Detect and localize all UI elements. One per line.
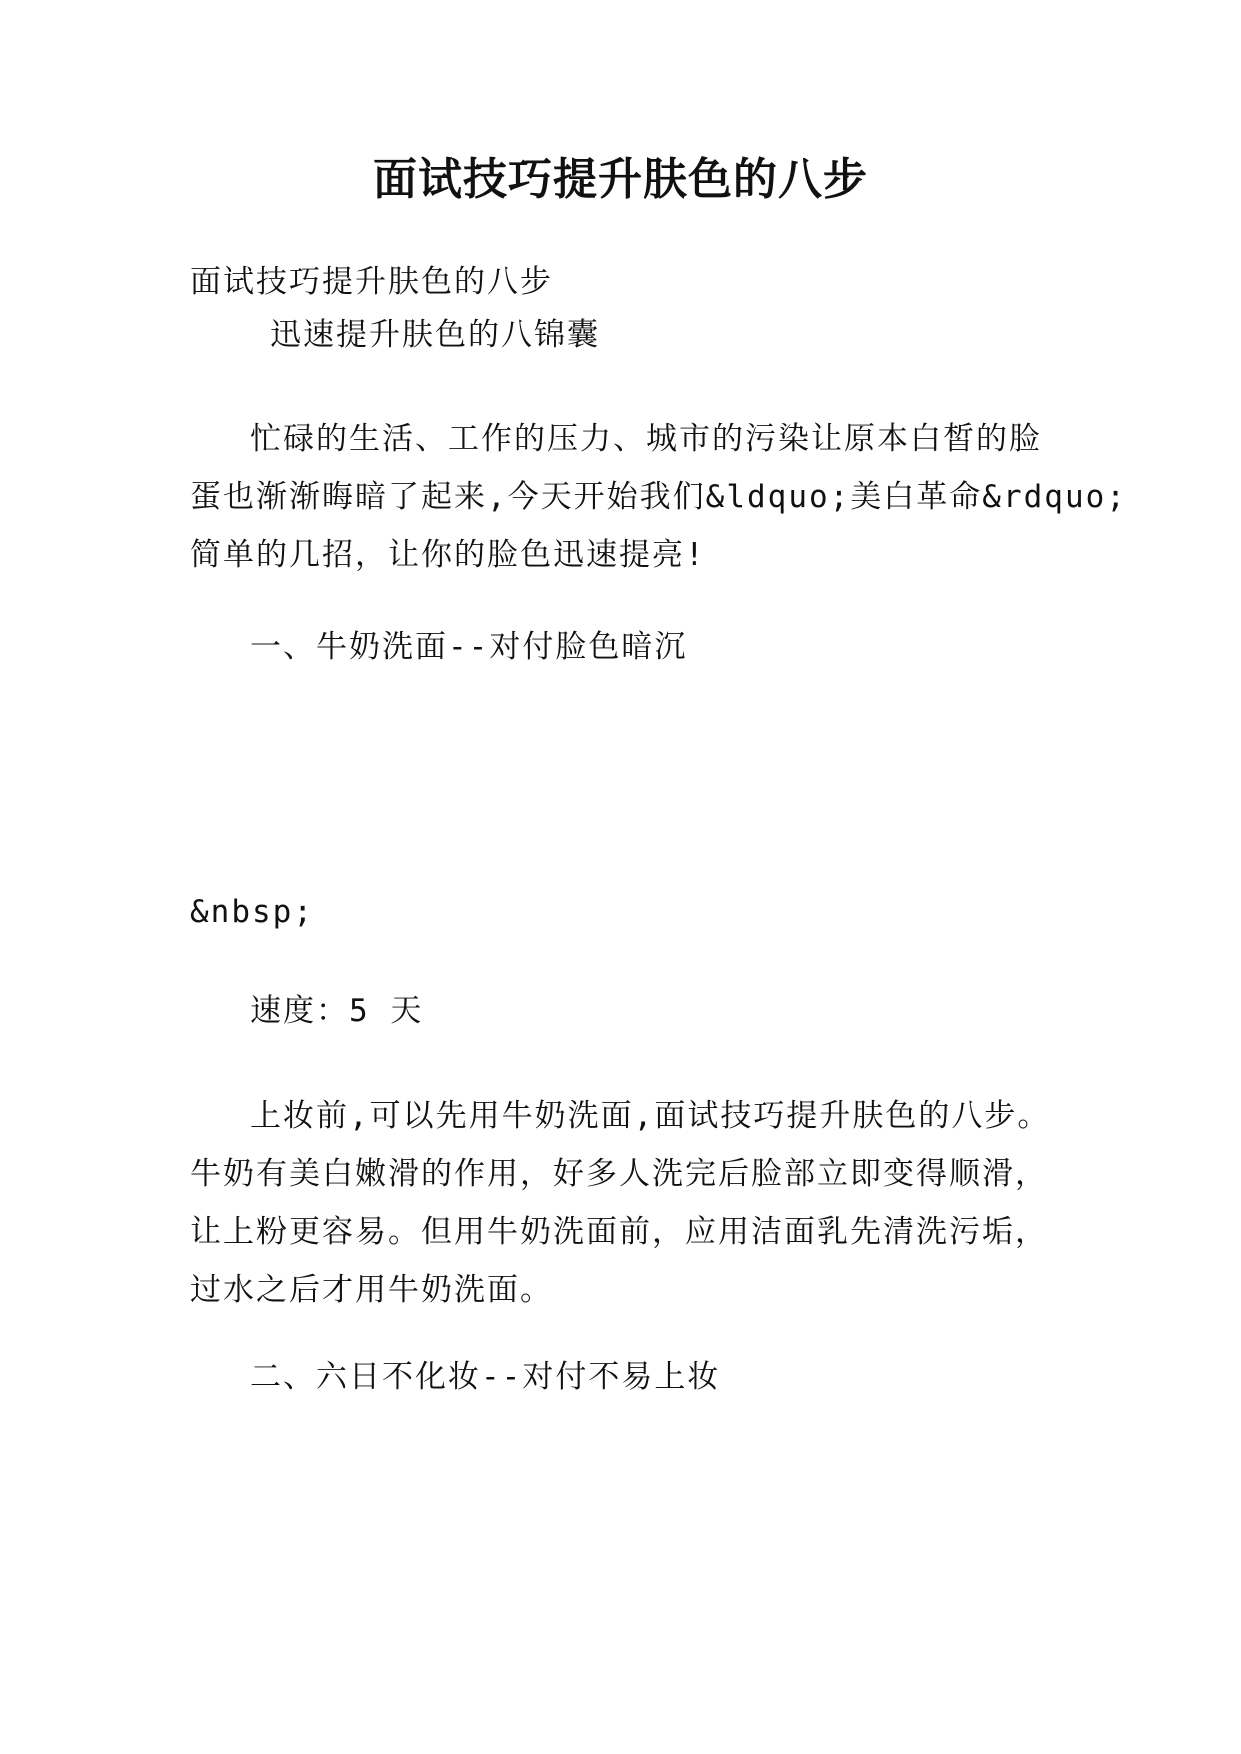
intro-paragraph bbox=[190, 410, 1127, 584]
tips-heading: 迅速提升肤色的八锦囊 bbox=[270, 317, 600, 353]
body-line: 让上粉更容易。但用牛奶洗面前，应用洁面乳先清洗污垢， bbox=[190, 1214, 1048, 1250]
section-1-body bbox=[190, 1087, 1070, 1319]
speed-text: 速度：5 天 bbox=[250, 993, 424, 1029]
body-line: 上妆前,可以先用牛奶洗面,面试技巧提升肤色的八步。 bbox=[250, 1098, 1051, 1134]
intro-line: 蛋也渐渐晦暗了起来,今天开始我们&ldquo;美白革命&rdquo; bbox=[190, 479, 1127, 515]
body-line: 牛奶有美白嫩滑的作用，好多人洗完后脸部立即变得顺滑， bbox=[190, 1156, 1048, 1192]
intro-line: 忙碌的生活、工作的压力、城市的污染让原本白皙的脸 bbox=[250, 421, 1042, 457]
subtitle-line: 面试技巧提升肤色的八步 bbox=[190, 264, 553, 300]
nbsp-text: &nbsp; bbox=[190, 894, 314, 930]
document-title: 面试技巧提升肤色的八步 bbox=[373, 154, 868, 205]
intro-line: 简单的几招，让你的脸色迅速提亮! bbox=[190, 537, 706, 573]
section-1-heading: 一、牛奶洗面--对付脸色暗沉 bbox=[250, 629, 688, 665]
section-2-heading: 二、六日不化妆--对付不易上妆 bbox=[250, 1359, 721, 1395]
body-line: 过水之后才用牛奶洗面。 bbox=[190, 1272, 553, 1308]
